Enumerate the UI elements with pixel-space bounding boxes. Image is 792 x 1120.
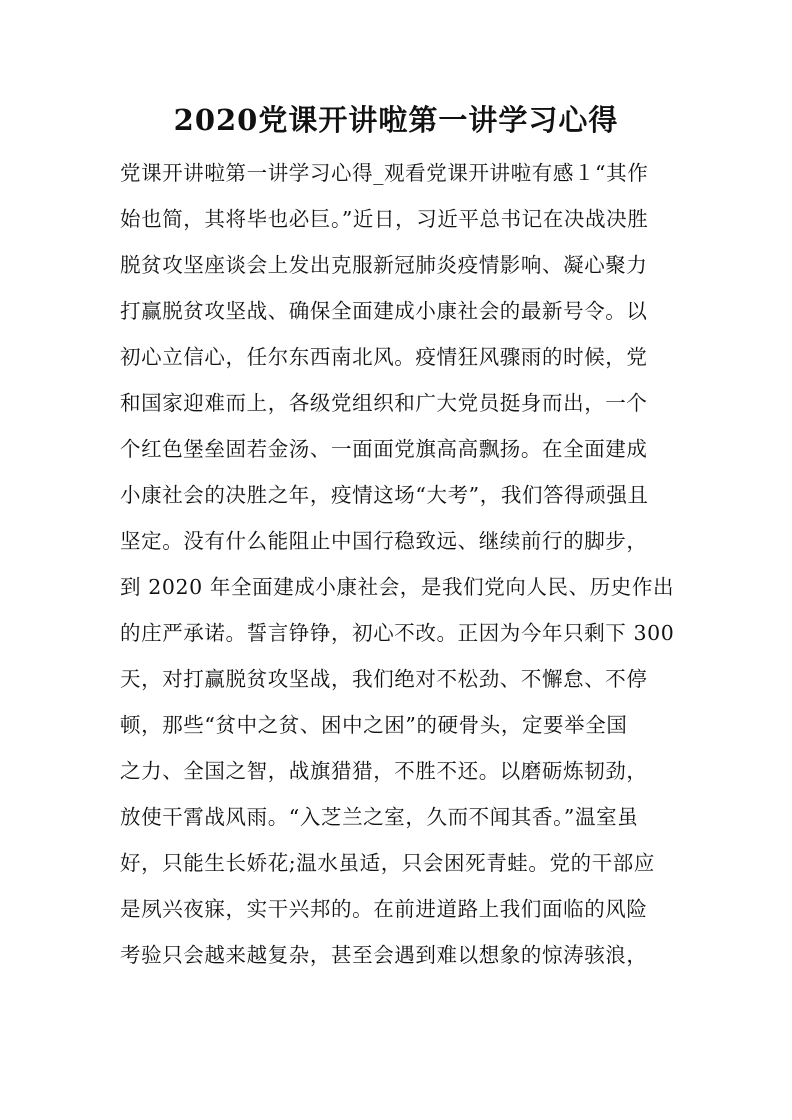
body-line: 初心立信心，任尔东西南北风。疫情狂风骤雨的时候，党 <box>120 345 648 369</box>
body-line: 个红色堡垒固若金汤、一面面党旗高高飘扬。在全面建成 <box>120 437 648 461</box>
body-line: 考验只会越来越复杂，甚至会遇到难以想象的惊涛骇浪， <box>120 943 648 967</box>
body-line: 天，对打赢脱贫攻坚战，我们绝对不松劲、不懈怠、不停 <box>120 667 648 691</box>
body-line: 到 2020 年全面建成小康社会，是我们党向人民、历史作出 <box>120 575 675 599</box>
body-line: 党课开讲啦第一讲学习心得_观看党课开讲啦有感１“其作 <box>120 161 649 185</box>
body-line: 顿，那些“贫中之贫、困中之困”的硬骨头，定要举全国 <box>120 713 628 737</box>
body-line: 始也简，其将毕也必巨。”近日，习近平总书记在决战决胜 <box>120 207 649 231</box>
document-title: 2020党课开讲啦第一讲学习心得 <box>173 103 619 137</box>
body-line: 的庄严承诺。誓言铮铮，初心不改。正因为今年只剩下 300 <box>120 621 675 645</box>
body-line: 坚定。没有什么能阻止中国行稳致远、继续前行的脚步， <box>120 529 648 553</box>
body-line: 小康社会的决胜之年，疫情这场“大考”，我们答得顽强且 <box>120 483 649 507</box>
body-line: 好，只能生长娇花;温水虽适，只会困死青蛙。党的干部应 <box>120 851 656 875</box>
body-line: 和国家迎难而上，各级党组织和广大党员挺身而出，一个 <box>120 391 648 415</box>
body-line: 打赢脱贫攻坚战、确保全面建成小康社会的最新号令。以 <box>120 299 648 323</box>
body-line: 放使干霄战风雨。“入芝兰之室，久而不闻其香。”温室虽 <box>120 805 639 829</box>
body-line: 脱贫攻坚座谈会上发出克服新冠肺炎疫情影响、凝心聚力 <box>120 253 648 277</box>
document-body <box>120 150 680 978</box>
body-line: 是夙兴夜寐，实干兴邦的。在前进道路上我们面临的风险 <box>120 897 648 921</box>
body-line: 之力、全国之智，战旗猎猎，不胜不还。以磨砺炼韧劲， <box>120 759 648 783</box>
